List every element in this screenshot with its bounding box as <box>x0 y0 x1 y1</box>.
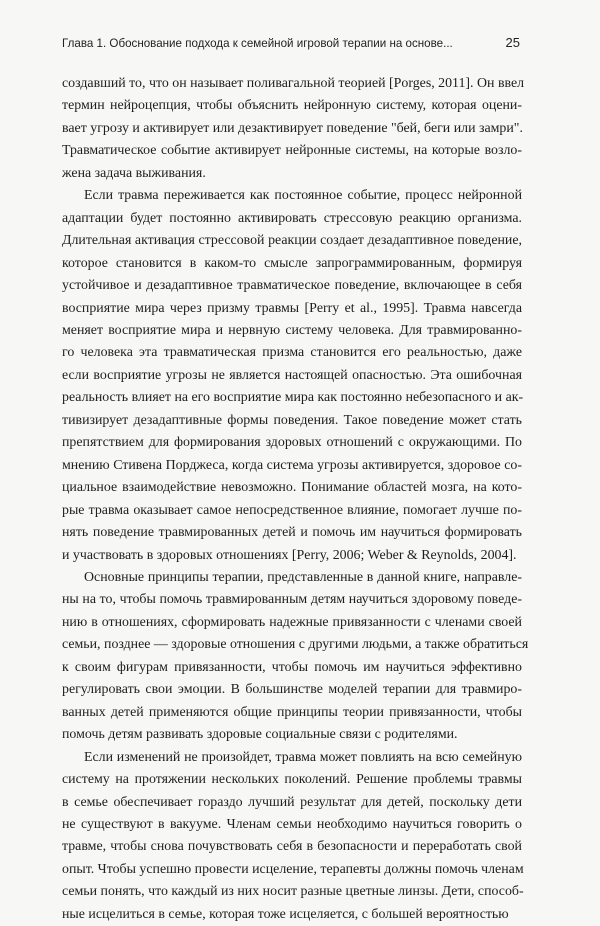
text-line: систему на протяжении нескольких поколений. Решение проблемы травмы <box>62 772 522 788</box>
body-text <box>62 73 529 926</box>
text-line: создавший то, что он называет поливагальной теорией [Porges, 2011]. Он ввел <box>62 76 525 91</box>
page-number: 25 <box>505 35 520 50</box>
text-line: нять поведение травмированных детей и помочь им научиться формировать <box>62 525 522 541</box>
text-line: травме, чтобы снова почувствовать себя в безопасности и переработать свой <box>62 839 522 855</box>
text-line: термин нейроцепция, чтобы объяснить нейронную систему, которая оцени- <box>62 98 522 114</box>
text-line: Если изменений не произойдет, травма может повлиять на всю семейную <box>84 749 522 765</box>
text-line: в семье обеспечивает гораздо лучший результат для детей, поскольку дети <box>62 794 522 810</box>
text-line: ны на то, чтобы помочь травмированным детям научиться здоровому поведе- <box>62 592 522 608</box>
text-line: Если травма переживается как постоянное событие, процесс нейронной <box>84 188 522 204</box>
running-header <box>62 35 520 50</box>
text-line: вает угрозу и активирует или дезактивирует поведение "бей, беги или замри". <box>62 120 523 136</box>
text-line: регулировать свои эмоции. В большинстве моделей терапии для травмиро- <box>62 682 522 698</box>
text-line: тивизирует дезадаптивные формы поведения. Такое поведение может стать <box>62 412 522 428</box>
text-line: ные исцелиться в семье, которая тоже исцеляется, с большей вероятностью <box>62 906 509 922</box>
chapter-title: Глава 1. Обоснование подхода к семейной игровой терапии на основе... <box>62 37 453 50</box>
text-line: меняет восприятие мира и нервную систему человека. Для травмированно- <box>62 322 522 338</box>
text-line: нию в отношениях, сформировать надежные привязанности с членами своей <box>62 614 522 630</box>
text-line: Основные принципы терапии, представленные в данной книге, направле- <box>84 569 522 585</box>
text-line: помочь детям развивать здоровые социальные связи с родителями. <box>62 727 458 743</box>
text-line: семьи, позднее — здоровые отношения с другими людьми, а также обратиться <box>62 637 529 653</box>
text-line: не существуют в вакууме. Членам семьи необходимо научиться говорить о <box>62 816 522 832</box>
paragraph <box>62 185 522 567</box>
text-line: восприятие мира через призму травмы [Perry et al., 1995]. Травма навсегда <box>62 300 522 316</box>
text-line: жена задача выживания. <box>62 165 206 181</box>
text-line: и участвовать в здоровых отношениях [Perry, 2006; Weber & Reynolds, 2004]. <box>62 547 517 563</box>
text-line: к своим фигурам привязанности, чтобы помочь им научиться эффективно <box>62 659 522 675</box>
text-line: ванных детей применяются общие принципы теории привязанности, чтобы <box>62 704 522 720</box>
text-line: которое становится в каком-то смысле запрограммированным, формируя <box>62 255 522 271</box>
text-line: го человека эта травматическая призма становится его реальностью, даже <box>62 345 522 361</box>
paragraph <box>62 73 525 185</box>
text-line: мнению Стивена Порджеса, когда система угрозы активируется, здоровое со- <box>62 457 522 473</box>
text-line: устойчивое и дезадаптивное травматическое поведение, включающее в себя <box>62 278 522 294</box>
text-line: циальное взаимодействие невозможно. Понимание областей мозга, на кото- <box>62 480 522 496</box>
text-line: опыт. Чтобы успешно провести исцеление, терапевты должны помочь членам <box>62 861 524 877</box>
paragraph <box>62 567 529 747</box>
text-line: Длительная активация стрессовой реакции создает дезадаптивное поведение, <box>62 233 522 249</box>
text-line: адаптации будет постоянно активировать стрессовую реакцию организма. <box>62 210 522 226</box>
text-line: Травматическое событие активирует нейронные системы, на которые возло- <box>62 143 522 159</box>
paragraph <box>62 747 522 926</box>
text-line: семьи понять, что каждый из них носит разные цветные линзы. Дети, способ- <box>62 884 524 900</box>
text-line: реальность влияет на его восприятие мира как постоянно небезопасного и ак- <box>62 390 524 406</box>
text-line: рые травма оказывает самое непосредственное влияние, помогает лучше по- <box>62 502 522 518</box>
text-line: препятствием для формирования здоровых отношений с окружающими. По <box>62 435 522 451</box>
text-line: если восприятие угрозы не является настоящей опасностью. Эта ошибочная <box>62 367 522 383</box>
